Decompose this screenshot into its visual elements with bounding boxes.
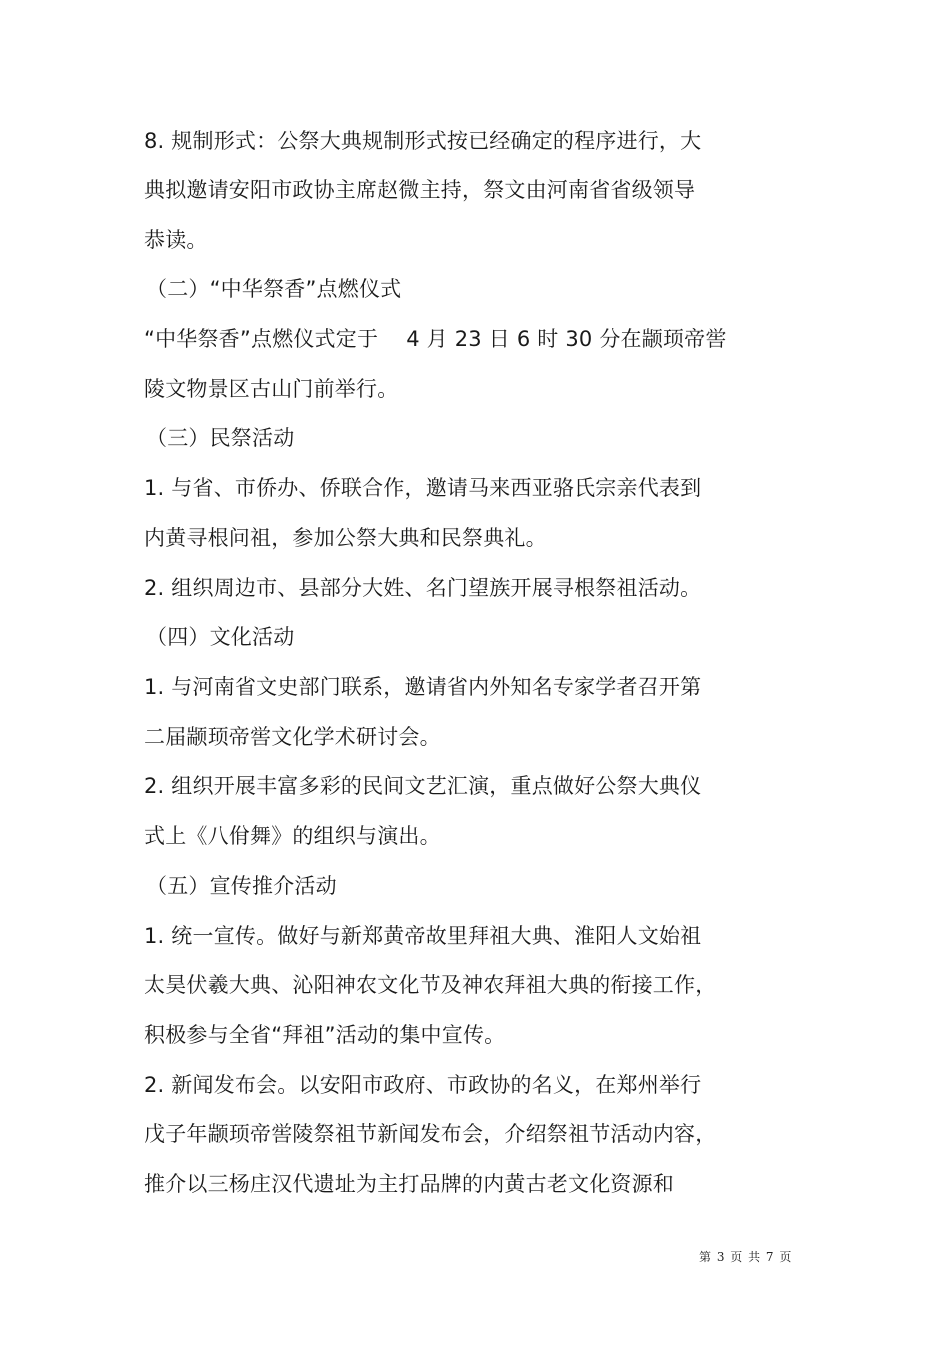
body-line: 2. 组织开展丰富多彩的民间文艺汇演，重点做好公祭大典仪 — [144, 774, 702, 798]
body-line: 2. 组织周边市、县部分大姓、名门望族开展寻根祭祖活动。 — [144, 576, 702, 600]
body-line: 推介以三杨庄汉代遗址为主打品牌的内黄古老文化资源和 — [144, 1172, 674, 1196]
body-line: 1. 统一宣传。做好与新郑黄帝故里拜祖大典、淮阳人文始祖 — [144, 924, 702, 948]
section-heading: （二）“中华祭香”点燃仪式 — [146, 277, 402, 301]
body-line: 二届颛顼帝喾文化学术研讨会。 — [144, 725, 441, 749]
section-heading: （四）文化活动 — [146, 625, 295, 649]
page-number: 第 3 页 共 7 页 — [699, 1250, 793, 1264]
body-line: 恭读。 — [144, 228, 208, 252]
body-line: 1. 与省、市侨办、侨联合作，邀请马来西亚骆氏宗亲代表到 — [144, 476, 702, 500]
body-line: 内黄寻根问祖，参加公祭大典和民祭典礼。 — [144, 526, 547, 550]
body-line: 太昊伏羲大典、沁阳神农文化节及神农拜祖大典的衔接工作， — [144, 973, 717, 997]
body-line: 积极参与全省“拜祖”活动的集中宣传。 — [144, 1023, 506, 1047]
section-heading: （三）民祭活动 — [146, 426, 295, 450]
body-line: 戊子年颛顼帝喾陵祭祖节新闻发布会，介绍祭祖节活动内容， — [144, 1122, 717, 1146]
body-line: “中华祭香”点燃仪式定于 4 月 23 日 6 时 30 分在颛顼帝喾 — [144, 327, 727, 351]
body-line: 2. 新闻发布会。以安阳市政府、市政协的名义，在郑州举行 — [144, 1073, 702, 1097]
body-line: 8. 规制形式：公祭大典规制形式按已经确定的程序进行，大 — [144, 129, 702, 153]
body-line: 陵文物景区古山门前举行。 — [144, 377, 399, 401]
body-line: 式上《八佾舞》的组织与演出。 — [144, 824, 441, 848]
body-line: 典拟邀请安阳市政协主席赵微主持，祭文由河南省省级领导 — [144, 178, 696, 202]
section-heading: （五）宣传推介活动 — [146, 874, 337, 898]
body-line: 1. 与河南省文史部门联系，邀请省内外知名专家学者召开第 — [144, 675, 702, 699]
